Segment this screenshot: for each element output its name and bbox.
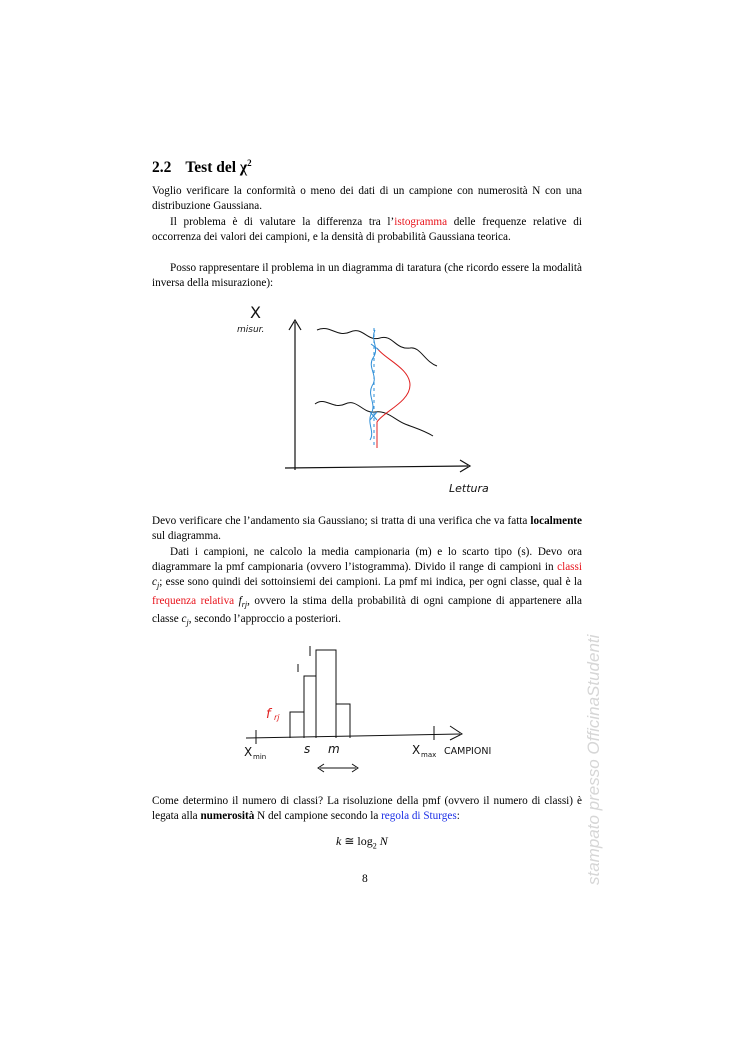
section-title-text: Test del χ <box>185 159 248 177</box>
paragraph-2-post: delle frequenze relative di occorrenza dei valori dei campioni, e la densità di probabilità Gaussiana teorica. <box>152 216 582 244</box>
upper-calibration-curve <box>317 328 437 366</box>
formula-n: N <box>376 834 388 848</box>
frequenza-relativa-link[interactable]: frequenza relativa <box>152 594 235 607</box>
paragraph-5-part-4: , secondo l’approccio a posteriori. <box>188 613 341 626</box>
paragraph-5-part-3: , ovvero la stima della probabilità di ogni campione di appartenere alla classe <box>152 594 583 626</box>
paragraph-6-part-1: Come determino il numero di classi? La risoluzione della pmf (ovvero il numero di classi) è legata alla <box>152 795 582 823</box>
bar-marks <box>298 646 310 672</box>
paragraph-6-part-2: N del campione secondo la <box>254 810 382 823</box>
histogram-sketch <box>238 640 508 780</box>
paragraph-2-pre: Il problema è di valutare la differenza tra l’ <box>170 216 395 228</box>
cj-subscript: j <box>156 581 160 591</box>
paragraph-3 <box>152 261 582 291</box>
paragraph-2 <box>152 215 582 245</box>
histogram-axis-arrow <box>450 726 462 740</box>
page-number: 8 <box>362 873 368 885</box>
formula-log-base: 2 <box>372 841 377 851</box>
watermark: stampato presso OfficinaStudenti <box>584 634 603 885</box>
paragraph-6 <box>152 794 582 824</box>
horizontal-axis <box>285 466 468 468</box>
xmax-sub: max <box>421 751 437 759</box>
localmente-bold: localmente <box>530 515 582 527</box>
frj-label-sub: rj <box>274 713 280 722</box>
istogramma-link[interactable]: istogramma <box>394 216 448 228</box>
paragraph-5-part-1: Dati i campioni, ne calcolo la media campionaria (m) e lo scarto tipo (s). Devo ora diagrammare la pmf campionaria (ovvero l’istogramma). Divido il range di campioni in <box>152 546 582 574</box>
section-heading <box>152 158 252 177</box>
formula-approx-log: ≅ log <box>341 834 373 848</box>
double-arrow-icon <box>318 764 358 772</box>
paragraph-5 <box>152 545 582 631</box>
lettura-label: Lettura <box>449 482 489 495</box>
histogram-bar-2 <box>304 676 316 738</box>
paragraph-1 <box>152 184 582 214</box>
paragraph-3-text: Posso rappresentare il problema in un diagramma di taratura (che ricordo essere la modalità inversa della misurazione): <box>152 262 582 290</box>
classi-link[interactable]: classi <box>557 561 582 574</box>
histogram-bar-1 <box>290 712 304 738</box>
sturges-formula <box>336 834 388 850</box>
formula-k: k <box>336 834 342 848</box>
section-number: 2.2 <box>152 159 172 177</box>
regola-sturges-link[interactable]: regola di Sturges <box>381 810 457 823</box>
paragraph-4-pre: Devo verificare che l’andamento sia Gaussiano; si tratta di una verifica che va fatta <box>152 515 531 527</box>
xmax-label: X <box>412 743 421 757</box>
section-title-exponent: 2 <box>247 158 252 168</box>
histogram-bar-3 <box>316 650 336 738</box>
s-label: s <box>304 742 311 756</box>
frj-label: f <box>266 707 271 722</box>
frj-symbol: f <box>238 594 242 607</box>
calibration-diagram <box>225 300 515 500</box>
frj-subscript: rj <box>241 600 248 610</box>
gaussian-curve <box>377 348 410 448</box>
paragraph-5-part-2: ; esse sono quindi dei sottoinsiemi dei campioni. La pmf mi indica, per ogni classe, qual è la <box>159 576 582 589</box>
paragraph-4 <box>152 514 582 544</box>
cj-subscript-2: j <box>186 618 189 628</box>
campioni-label: CAMPIONI <box>444 746 492 757</box>
histogram-bar-4 <box>336 704 350 738</box>
paragraph-1-text: Voglio verificare la conformità o meno dei dati di un campione con numerosità N con una distribuzione Gaussiana. <box>152 185 582 213</box>
histogram-axis <box>246 734 460 738</box>
cj-symbol-2: c <box>181 613 187 626</box>
diagram-misur-label: misur. <box>237 325 265 335</box>
numerosita-bold: numerosità <box>200 810 255 823</box>
paragraph-6-part-3: : <box>456 810 460 823</box>
xmin-sub: min <box>253 753 267 761</box>
xmin-label: X <box>244 745 253 759</box>
diagram-x-label: X <box>250 303 261 322</box>
paragraph-4-post: sul diagramma. <box>152 530 221 543</box>
m-label: m <box>328 742 340 756</box>
cj-symbol: c <box>152 576 157 589</box>
